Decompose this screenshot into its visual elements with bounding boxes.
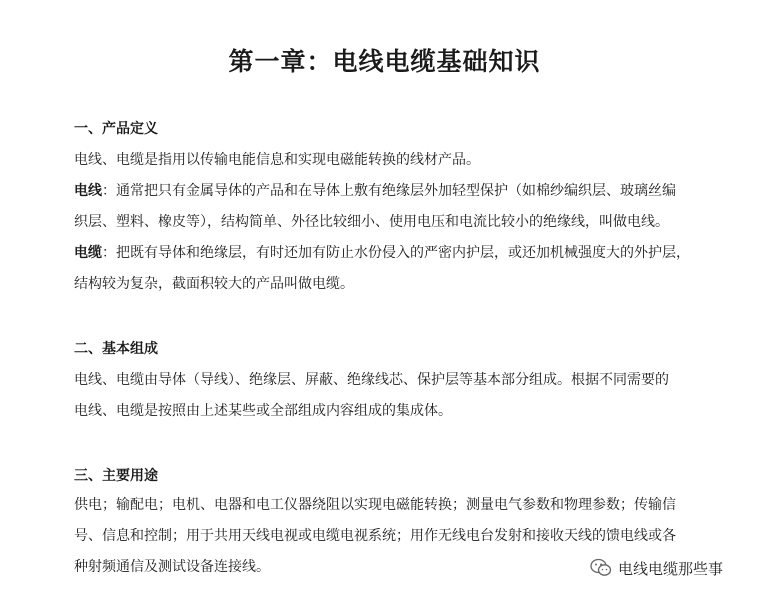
definition-intro: 电线、电缆是指用以传输电能信息和实现电磁能转换的线材产品。 — [74, 152, 480, 168]
cable-definition-line-2: 结构较为复杂，截面积较大的产品叫做电缆。 — [74, 276, 354, 292]
uses-line-2: 号、信息和控制；用于共用天线电视或电缆电视系统；用作无线电台发射和接收天线的馈电线或各 — [74, 528, 676, 544]
page-title: 第一章：电线电缆基础知识 — [228, 47, 541, 76]
wechat-watermark — [590, 556, 760, 580]
uses-line-1: 供电；输配电；电机、电器和电工仪器绕阻以实现电磁能转换；测量电气参数和物理参数；传输信 — [74, 497, 676, 513]
composition-line-2: 电线、电缆是按照由上述某些或全部组成内容组成的集成体。 — [74, 403, 452, 419]
cable-label: 电缆 — [74, 245, 102, 261]
watermark-text: 电线电缆那些事 — [618, 559, 724, 578]
cable-definition-line-1 — [74, 242, 690, 262]
wechat-icon — [590, 558, 612, 578]
section-heading-uses: 三、主要用途 — [74, 468, 158, 484]
cable-definition-text-1: ：把既有导体和绝缘层，有时还加有防止水份侵入的严密内护层，或还加机械强度大的外护层， — [102, 245, 690, 261]
wire-definition-line-1 — [74, 180, 676, 200]
section-heading-composition: 二、基本组成 — [74, 341, 158, 357]
wire-definition-text-1: ：通常把只有金属导体的产品和在导体上敷有绝缘层外加轻型保护（如棉纱编织层、玻璃丝编 — [102, 183, 676, 199]
wire-definition-line-2: 织层、塑料、橡皮等），结构简单、外径比较细小、使用电压和电流比较小的绝缘线，叫做电线。 — [74, 214, 669, 230]
section-heading-definition: 一、产品定义 — [74, 121, 158, 137]
wire-label: 电线 — [74, 183, 102, 199]
uses-line-3: 种射频通信及测试设备连接线。 — [74, 559, 270, 575]
composition-line-1: 电线、电缆由导体（导线）、绝缘层、屏蔽、绝缘线芯、保护层等基本部分组成。根据不同需要的 — [74, 372, 669, 388]
